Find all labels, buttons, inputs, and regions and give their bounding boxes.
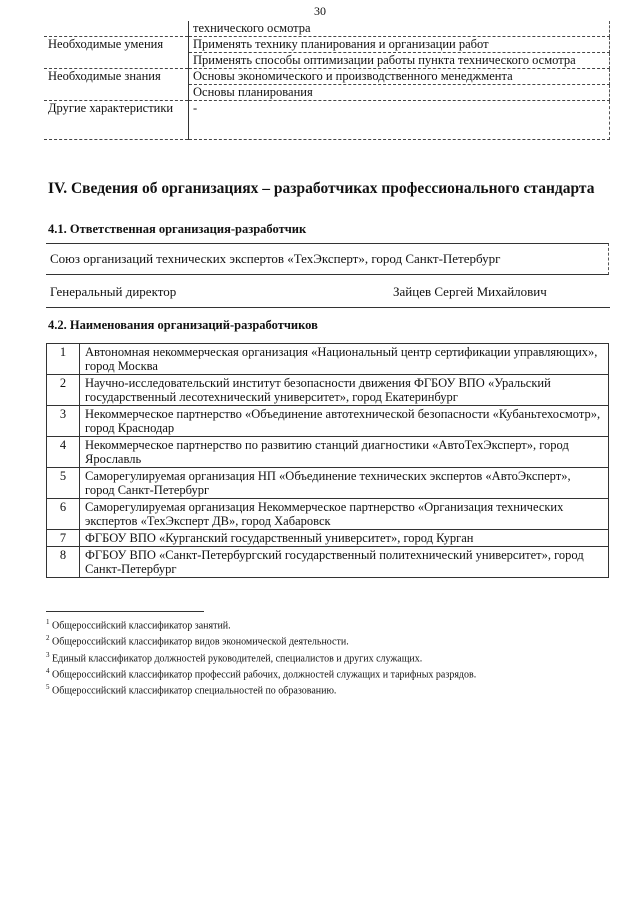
row-number: 6 <box>47 499 80 530</box>
signer-role: Генеральный директор <box>50 284 177 299</box>
footnote-text: Общероссийский классификатор специальностей по образованию. <box>52 685 337 697</box>
footnote <box>46 649 476 665</box>
row-value: Применять способы оптимизации работы пункта технического осмотра <box>189 53 610 69</box>
footnote-mark: 5 <box>46 683 50 692</box>
organization-name: Некоммерческое партнерство по развитию станций диагностики «АвтоТехЭксперт», город Ярославль <box>80 437 609 468</box>
footnote-text: Общероссийский классификатор видов экономической деятельности. <box>52 636 349 648</box>
row-value: - <box>189 101 610 140</box>
skills-table <box>44 21 610 140</box>
row-number: 1 <box>47 344 80 375</box>
developers-heading: 4.2. Наименования организаций-разработчиков <box>48 318 318 332</box>
responsible-heading: 4.1. Ответственная организация-разработчик <box>48 222 307 236</box>
footnotes <box>46 616 476 698</box>
table-row <box>47 499 609 530</box>
row-value: Основы экономического и производственного менеджмента <box>189 69 610 85</box>
row-value: технического осмотра <box>189 21 610 37</box>
row-number: 5 <box>47 468 80 499</box>
row-number: 7 <box>47 530 80 547</box>
footnote-text: Общероссийский классификатор занятий. <box>52 620 231 632</box>
responsible-organization: Союз организаций технических экспертов «ТехЭксперт», город Санкт-Петербург <box>50 251 501 266</box>
row-number: 4 <box>47 437 80 468</box>
row-number: 2 <box>47 375 80 406</box>
row-number: 8 <box>47 547 80 578</box>
table-row <box>47 530 609 547</box>
table-row <box>47 375 609 406</box>
footnote-mark: 2 <box>46 634 50 643</box>
row-label: Необходимые знания <box>44 69 189 101</box>
organization-name: Научно-исследовательский институт безопасности движения ФГБОУ ВПО «Уральский государственный лесотехнический университет», город Екатеринбург <box>80 375 609 406</box>
footnote-text: Общероссийский классификатор профессий рабочих, должностей служащих и тарифных разрядов. <box>52 669 477 681</box>
page-number: 30 <box>314 4 326 18</box>
row-label: Другие характеристики <box>44 101 189 140</box>
organization-name: Саморегулируемая организация НП «Объединение технических экспертов «АвтоЭксперт», город Санкт-Петербург <box>80 468 609 499</box>
row-number: 3 <box>47 406 80 437</box>
table-row <box>44 21 610 37</box>
table-row <box>47 547 609 578</box>
footnote-mark: 3 <box>46 650 50 659</box>
table-row <box>47 406 609 437</box>
footnote-mark: 1 <box>46 618 50 626</box>
row-value: Применять технику планирования и организации работ <box>189 37 610 53</box>
table-row <box>47 468 609 499</box>
signature-divider <box>46 307 610 308</box>
developers-table <box>46 343 609 578</box>
table-row <box>47 437 609 468</box>
table-row <box>47 344 609 375</box>
row-value: Основы планирования <box>189 85 610 101</box>
signer-name: Зайцев Сергей Михайлович <box>393 284 547 299</box>
footnote <box>46 616 476 632</box>
organization-name: ФГБОУ ВПО «Санкт-Петербургский государственный политехнический университет», город Санкт-Петербург <box>80 547 609 578</box>
organization-name: Автономная некоммерческая организация «Национальный центр сертификации управляющих», город Москва <box>80 344 609 375</box>
row-label: Необходимые умения <box>44 37 189 69</box>
table-row <box>44 69 610 85</box>
row-label <box>44 21 189 37</box>
organization-name: Некоммерческое партнерство «Объединение автотехнической безопасности «Кубаньтехосмотр», город Краснодар <box>80 406 609 437</box>
footnote-mark: 4 <box>46 666 50 675</box>
footnote <box>46 632 476 648</box>
footnote-text: Единый классификатор должностей руководителей, специалистов и других служащих. <box>52 652 423 664</box>
organization-name: ФГБОУ ВПО «Курганский государственный университет», город Курган <box>80 530 609 547</box>
table-row <box>44 37 610 53</box>
organization-name: Саморегулируемая организация Некоммерческое партнерство «Организация технических экспертов «ТехЭксперт ДВ», город Хабаровск <box>80 499 609 530</box>
table-row <box>44 101 610 140</box>
footnote <box>46 665 476 681</box>
footnote-divider <box>46 611 204 612</box>
footnote <box>46 681 476 697</box>
section-title: IV. Сведения об организациях – разработчиках профессионального стандарта <box>48 180 595 197</box>
